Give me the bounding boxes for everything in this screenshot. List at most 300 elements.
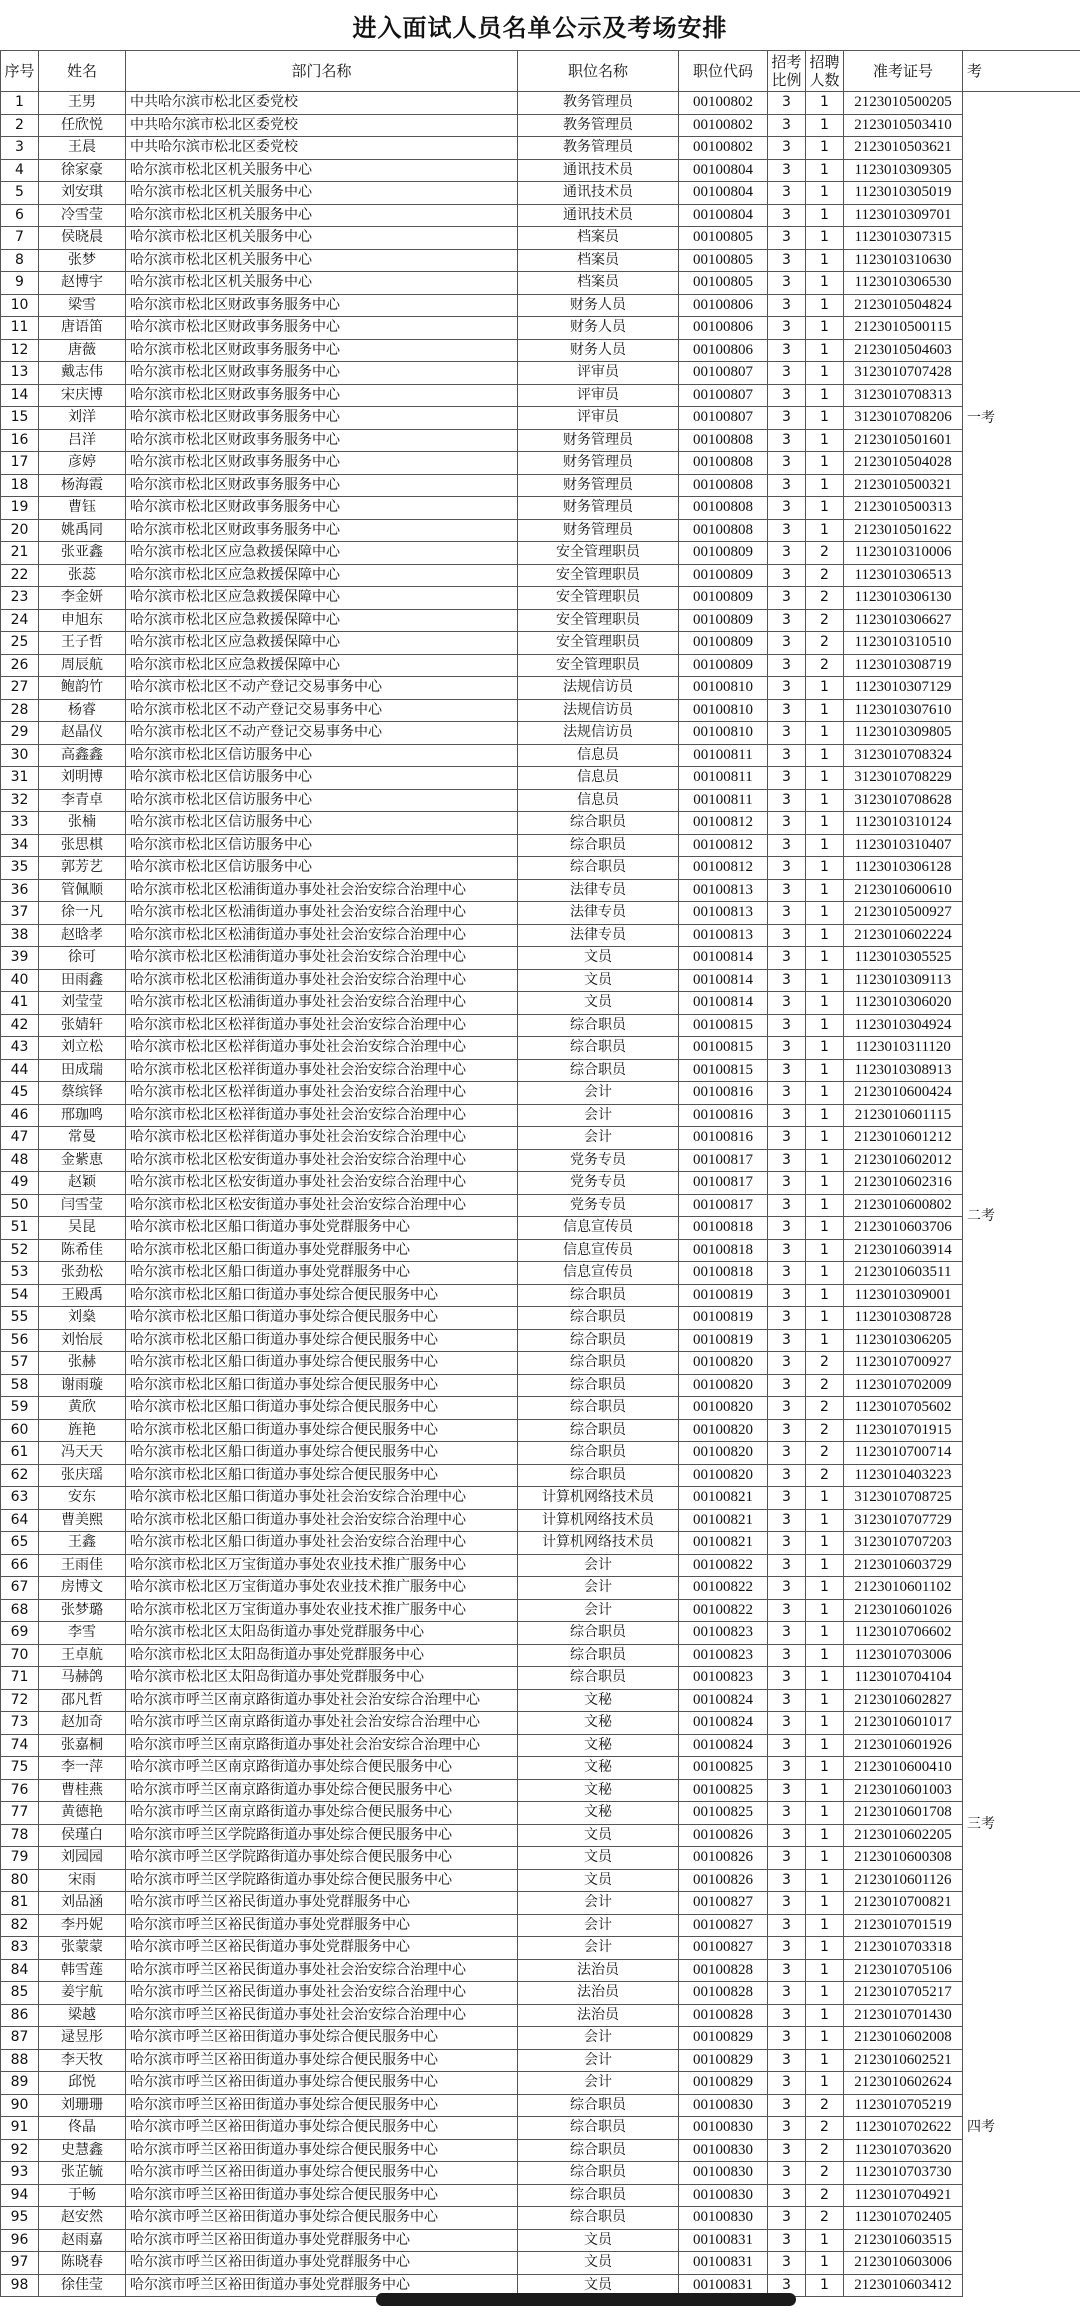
cell-ratio: 3 — [768, 1194, 806, 1217]
cell-name: 宋雨 — [39, 1869, 126, 1892]
header-name: 姓名 — [39, 51, 126, 92]
cell-name: 赵博宇 — [39, 272, 126, 295]
cell-ratio: 3 — [768, 1172, 806, 1195]
cell-venue: 三考 — [963, 1689, 1080, 1959]
cell-position: 安全管理职员 — [518, 587, 679, 610]
cell-hire: 1 — [806, 339, 844, 362]
cell-hire: 1 — [806, 812, 844, 835]
cell-position: 文员 — [518, 2252, 679, 2275]
cell-name: 张思棋 — [39, 834, 126, 857]
cell-ratio: 3 — [768, 2229, 806, 2252]
cell-position: 综合职员 — [518, 1644, 679, 1667]
cell-dept: 哈尔滨市呼兰区裕田街道办事处综合便民服务中心 — [126, 2072, 518, 2095]
cell-name: 侯晓晨 — [39, 227, 126, 250]
cell-hire: 1 — [806, 1127, 844, 1150]
cell-ratio: 3 — [768, 1262, 806, 1285]
cell-code: 00100806 — [679, 317, 768, 340]
cell-name: 刘燊 — [39, 1307, 126, 1330]
cell-code: 00100812 — [679, 834, 768, 857]
cell-dept: 哈尔滨市松北区松浦街道办事处社会治安综合治理中心 — [126, 902, 518, 925]
cell-ratio: 3 — [768, 1487, 806, 1510]
cell-dept: 哈尔滨市呼兰区裕民街道办事处党群服务中心 — [126, 1937, 518, 1960]
cell-code: 00100830 — [679, 2117, 768, 2140]
table-row — [1, 2184, 1080, 2207]
cell-name: 刘洋 — [39, 407, 126, 430]
cell-seq: 86 — [1, 2004, 39, 2027]
cell-ratio: 3 — [768, 564, 806, 587]
cell-hire: 1 — [806, 1014, 844, 1037]
cell-ticket: 1123010306205 — [844, 1329, 963, 1352]
cell-ratio: 3 — [768, 339, 806, 362]
cell-ticket: 2123010701519 — [844, 1914, 963, 1937]
cell-code: 00100809 — [679, 564, 768, 587]
cell-position: 法律专员 — [518, 902, 679, 925]
cell-name: 赵加奇 — [39, 1712, 126, 1735]
cell-name: 张梦璐 — [39, 1599, 126, 1622]
cell-hire: 1 — [806, 699, 844, 722]
cell-ticket: 2123010503410 — [844, 114, 963, 137]
cell-code: 00100827 — [679, 1892, 768, 1915]
cell-ticket: 2123010601126 — [844, 1869, 963, 1892]
table-row — [1, 2252, 1080, 2275]
cell-seq: 77 — [1, 1802, 39, 1825]
cell-ticket: 2123010703318 — [844, 1937, 963, 1960]
cell-position: 财务管理员 — [518, 497, 679, 520]
table-row — [1, 92, 1080, 115]
cell-position: 综合职员 — [518, 1329, 679, 1352]
cell-code: 00100828 — [679, 1982, 768, 2005]
cell-position: 通讯技术员 — [518, 159, 679, 182]
cell-code: 00100826 — [679, 1824, 768, 1847]
cell-dept: 哈尔滨市呼兰区裕民街道办事处社会治安综合治理中心 — [126, 1959, 518, 1982]
cell-ticket: 2123010601102 — [844, 1577, 963, 1600]
cell-ticket: 1123010306513 — [844, 564, 963, 587]
cell-seq: 11 — [1, 317, 39, 340]
table-row — [1, 1779, 1080, 1802]
cell-hire: 1 — [806, 767, 844, 790]
cell-name: 徐一凡 — [39, 902, 126, 925]
cell-name: 王鑫 — [39, 1532, 126, 1555]
table-row — [1, 227, 1080, 250]
table-row — [1, 1847, 1080, 1870]
cell-name: 金紫恵 — [39, 1149, 126, 1172]
cell-ticket: 1123010703006 — [844, 1644, 963, 1667]
cell-seq: 32 — [1, 789, 39, 812]
cell-position: 法律专员 — [518, 879, 679, 902]
cell-code: 00100802 — [679, 92, 768, 115]
cell-hire: 1 — [806, 1262, 844, 1285]
cell-hire: 2 — [806, 2207, 844, 2230]
cell-ticket: 3123010708313 — [844, 384, 963, 407]
cell-position: 综合职员 — [518, 1667, 679, 1690]
cell-dept: 哈尔滨市松北区财政事务服务中心 — [126, 519, 518, 542]
cell-ratio: 3 — [768, 227, 806, 250]
cell-name: 刘莹莹 — [39, 992, 126, 1015]
cell-dept: 哈尔滨市呼兰区南京路街道办事处社会治安综合治理中心 — [126, 1734, 518, 1757]
cell-code: 00100825 — [679, 1802, 768, 1825]
cell-code: 00100820 — [679, 1374, 768, 1397]
table-row — [1, 1059, 1080, 1082]
cell-ticket: 1123010702622 — [844, 2117, 963, 2140]
cell-code: 00100813 — [679, 924, 768, 947]
cell-code: 00100821 — [679, 1509, 768, 1532]
cell-seq: 5 — [1, 182, 39, 205]
table-row — [1, 1037, 1080, 1060]
cell-code: 00100831 — [679, 2229, 768, 2252]
cell-dept: 哈尔滨市松北区松祥街道办事处社会治安综合治理中心 — [126, 1104, 518, 1127]
cell-name: 赵晶仪 — [39, 722, 126, 745]
cell-seq: 49 — [1, 1172, 39, 1195]
cell-dept: 哈尔滨市呼兰区裕田街道办事处党群服务中心 — [126, 2274, 518, 2297]
cell-hire: 2 — [806, 654, 844, 677]
cell-position: 安全管理职员 — [518, 609, 679, 632]
cell-name: 姚禹同 — [39, 519, 126, 542]
cell-hire: 1 — [806, 1329, 844, 1352]
cell-code: 00100816 — [679, 1082, 768, 1105]
cell-ticket: 1123010308719 — [844, 654, 963, 677]
table-row — [1, 2072, 1080, 2095]
cell-ratio: 3 — [768, 317, 806, 340]
cell-code: 00100821 — [679, 1532, 768, 1555]
cell-code: 00100820 — [679, 1397, 768, 1420]
cell-ticket: 2123010705106 — [844, 1959, 963, 1982]
cell-ratio: 3 — [768, 2094, 806, 2117]
cell-seq: 64 — [1, 1509, 39, 1532]
candidate-table — [0, 50, 1080, 2297]
cell-code: 00100816 — [679, 1104, 768, 1127]
cell-code: 00100817 — [679, 1149, 768, 1172]
cell-hire: 1 — [806, 1959, 844, 1982]
cell-seq: 93 — [1, 2162, 39, 2185]
cell-position: 评审员 — [518, 407, 679, 430]
cell-code: 00100804 — [679, 182, 768, 205]
cell-position: 评审员 — [518, 362, 679, 385]
cell-hire: 1 — [806, 1104, 844, 1127]
cell-ratio: 3 — [768, 992, 806, 1015]
cell-position: 会计 — [518, 1599, 679, 1622]
cell-seq: 72 — [1, 1689, 39, 1712]
cell-ticket: 1123010308728 — [844, 1307, 963, 1330]
cell-position: 通讯技术员 — [518, 204, 679, 227]
cell-seq: 56 — [1, 1329, 39, 1352]
cell-position: 法治员 — [518, 1982, 679, 2005]
cell-position: 法规信访员 — [518, 722, 679, 745]
table-row — [1, 834, 1080, 857]
cell-seq: 91 — [1, 2117, 39, 2140]
table-row — [1, 1869, 1080, 1892]
cell-dept: 哈尔滨市松北区船口街道办事处党群服务中心 — [126, 1262, 518, 1285]
table-row — [1, 1442, 1080, 1465]
cell-code: 00100808 — [679, 429, 768, 452]
cell-ticket: 1123010309305 — [844, 159, 963, 182]
cell-ticket: 2123010602224 — [844, 924, 963, 947]
cell-seq: 89 — [1, 2072, 39, 2095]
table-row — [1, 2117, 1080, 2140]
cell-name: 房博文 — [39, 1577, 126, 1600]
cell-ratio: 3 — [768, 2027, 806, 2050]
cell-dept: 哈尔滨市松北区松安街道办事处社会治安综合治理中心 — [126, 1149, 518, 1172]
cell-code: 00100818 — [679, 1217, 768, 1240]
cell-ratio: 3 — [768, 384, 806, 407]
table-row — [1, 249, 1080, 272]
cell-name: 马赫鸽 — [39, 1667, 126, 1690]
cell-code: 00100828 — [679, 1959, 768, 1982]
table-row — [1, 294, 1080, 317]
cell-position: 财务人员 — [518, 339, 679, 362]
cell-position: 计算机网络技术员 — [518, 1487, 679, 1510]
cell-name: 彦婷 — [39, 452, 126, 475]
cell-dept: 哈尔滨市呼兰区学院路街道办事处综合便民服务中心 — [126, 1824, 518, 1847]
cell-name: 杨海霞 — [39, 474, 126, 497]
cell-dept: 哈尔滨市松北区松祥街道办事处社会治安综合治理中心 — [126, 1014, 518, 1037]
table-row — [1, 1307, 1080, 1330]
cell-hire: 2 — [806, 1374, 844, 1397]
cell-position: 信息员 — [518, 744, 679, 767]
cell-position: 档案员 — [518, 249, 679, 272]
cell-code: 00100812 — [679, 812, 768, 835]
cell-code: 00100819 — [679, 1329, 768, 1352]
cell-ticket: 2123010500313 — [844, 497, 963, 520]
cell-code: 00100805 — [679, 249, 768, 272]
table-row — [1, 969, 1080, 992]
cell-dept: 哈尔滨市松北区万宝街道办事处农业技术推广服务中心 — [126, 1577, 518, 1600]
cell-seq: 7 — [1, 227, 39, 250]
cell-ticket: 1123010310407 — [844, 834, 963, 857]
cell-position: 法律专员 — [518, 924, 679, 947]
cell-hire: 1 — [806, 992, 844, 1015]
cell-dept: 哈尔滨市松北区太阳岛街道办事处党群服务中心 — [126, 1644, 518, 1667]
table-row — [1, 1082, 1080, 1105]
cell-name: 冷雪莹 — [39, 204, 126, 227]
table-row — [1, 1419, 1080, 1442]
cell-hire: 1 — [806, 947, 844, 970]
cell-ratio: 3 — [768, 1307, 806, 1330]
cell-ratio: 3 — [768, 2139, 806, 2162]
cell-ratio: 3 — [768, 1532, 806, 1555]
cell-code: 00100805 — [679, 227, 768, 250]
cell-position: 财务管理员 — [518, 474, 679, 497]
cell-ratio: 3 — [768, 1014, 806, 1037]
cell-name: 张蕊 — [39, 564, 126, 587]
cell-dept: 哈尔滨市呼兰区裕民街道办事处党群服务中心 — [126, 1892, 518, 1915]
cell-seq: 4 — [1, 159, 39, 182]
cell-dept: 哈尔滨市松北区机关服务中心 — [126, 159, 518, 182]
table-row — [1, 474, 1080, 497]
table-row — [1, 452, 1080, 475]
cell-code: 00100815 — [679, 1059, 768, 1082]
cell-name: 管佩顺 — [39, 879, 126, 902]
cell-name: 刘立松 — [39, 1037, 126, 1060]
cell-dept: 哈尔滨市松北区船口街道办事处综合便民服务中心 — [126, 1329, 518, 1352]
cell-ratio: 3 — [768, 1982, 806, 2005]
table-row — [1, 2027, 1080, 2050]
cell-code: 00100807 — [679, 362, 768, 385]
cell-name: 赵颖 — [39, 1172, 126, 1195]
cell-name: 张赫 — [39, 1352, 126, 1375]
cell-seq: 17 — [1, 452, 39, 475]
cell-dept: 哈尔滨市松北区松浦街道办事处社会治安综合治理中心 — [126, 879, 518, 902]
cell-dept: 哈尔滨市松北区不动产登记交易事务中心 — [126, 699, 518, 722]
cell-position: 财务人员 — [518, 294, 679, 317]
cell-code: 00100820 — [679, 1442, 768, 1465]
cell-hire: 1 — [806, 789, 844, 812]
cell-hire: 1 — [806, 1599, 844, 1622]
cell-code: 00100829 — [679, 2027, 768, 2050]
cell-hire: 1 — [806, 1622, 844, 1645]
cell-name: 陈希佳 — [39, 1239, 126, 1262]
cell-dept: 哈尔滨市松北区机关服务中心 — [126, 182, 518, 205]
cell-code: 00100807 — [679, 407, 768, 430]
cell-ratio: 3 — [768, 2072, 806, 2095]
cell-ticket: 1123010310510 — [844, 632, 963, 655]
table-row — [1, 1712, 1080, 1735]
cell-position: 财务人员 — [518, 317, 679, 340]
cell-ratio: 3 — [768, 294, 806, 317]
cell-dept: 哈尔滨市松北区松浦街道办事处社会治安综合治理中心 — [126, 992, 518, 1015]
cell-name: 徐可 — [39, 947, 126, 970]
cell-ratio: 3 — [768, 1149, 806, 1172]
cell-ticket: 1123010309701 — [844, 204, 963, 227]
header-code: 职位代码 — [679, 51, 768, 92]
cell-code: 00100808 — [679, 452, 768, 475]
cell-name: 王子哲 — [39, 632, 126, 655]
cell-hire: 2 — [806, 632, 844, 655]
table-row — [1, 137, 1080, 160]
cell-dept: 中共哈尔滨市松北区委党校 — [126, 137, 518, 160]
cell-ticket: 2123010701430 — [844, 2004, 963, 2027]
cell-code: 00100822 — [679, 1577, 768, 1600]
cell-seq: 31 — [1, 767, 39, 790]
cell-ticket: 2123010601212 — [844, 1127, 963, 1150]
cell-hire: 1 — [806, 497, 844, 520]
cell-code: 00100806 — [679, 339, 768, 362]
cell-ratio: 3 — [768, 1397, 806, 1420]
cell-ratio: 3 — [768, 159, 806, 182]
cell-ticket: 1123010700714 — [844, 1442, 963, 1465]
table-row — [1, 857, 1080, 880]
cell-position: 会计 — [518, 2027, 679, 2050]
cell-dept: 哈尔滨市松北区松安街道办事处社会治安综合治理中心 — [126, 1172, 518, 1195]
cell-code: 00100813 — [679, 879, 768, 902]
cell-position: 信息宣传员 — [518, 1262, 679, 1285]
cell-hire: 1 — [806, 969, 844, 992]
cell-code: 00100802 — [679, 137, 768, 160]
cell-seq: 35 — [1, 857, 39, 880]
cell-hire: 1 — [806, 2274, 844, 2297]
cell-hire: 1 — [806, 1217, 844, 1240]
cell-name: 李一萍 — [39, 1757, 126, 1780]
cell-dept: 哈尔滨市松北区应急救援保障中心 — [126, 632, 518, 655]
cell-dept: 哈尔滨市松北区财政事务服务中心 — [126, 452, 518, 475]
cell-hire: 1 — [806, 1824, 844, 1847]
cell-dept: 哈尔滨市呼兰区裕田街道办事处综合便民服务中心 — [126, 2049, 518, 2072]
cell-ratio: 3 — [768, 249, 806, 272]
cell-ticket: 2123010600610 — [844, 879, 963, 902]
cell-name: 李天牧 — [39, 2049, 126, 2072]
table-row — [1, 1667, 1080, 1690]
cell-ratio: 3 — [768, 1509, 806, 1532]
table-row — [1, 812, 1080, 835]
cell-seq: 63 — [1, 1487, 39, 1510]
table-row — [1, 362, 1080, 385]
cell-ticket: 2123010603006 — [844, 2252, 963, 2275]
cell-name: 安东 — [39, 1487, 126, 1510]
cell-hire: 1 — [806, 1194, 844, 1217]
cell-name: 任欣悦 — [39, 114, 126, 137]
table-row — [1, 429, 1080, 452]
cell-seq: 58 — [1, 1374, 39, 1397]
cell-hire: 1 — [806, 1284, 844, 1307]
cell-position: 法治员 — [518, 1959, 679, 1982]
cell-code: 00100820 — [679, 1352, 768, 1375]
cell-ticket: 1123010307315 — [844, 227, 963, 250]
cell-code: 00100827 — [679, 1937, 768, 1960]
cell-dept: 哈尔滨市松北区船口街道办事处综合便民服务中心 — [126, 1284, 518, 1307]
cell-name: 申旭东 — [39, 609, 126, 632]
table-row — [1, 722, 1080, 745]
table-row — [1, 654, 1080, 677]
cell-code: 00100818 — [679, 1262, 768, 1285]
cell-name: 周辰航 — [39, 654, 126, 677]
cell-dept: 哈尔滨市松北区财政事务服务中心 — [126, 294, 518, 317]
table-row — [1, 1104, 1080, 1127]
cell-ratio: 3 — [768, 1352, 806, 1375]
home-indicator-bar[interactable] — [376, 2293, 796, 2306]
cell-ratio: 3 — [768, 429, 806, 452]
table-row — [1, 1644, 1080, 1667]
cell-position: 评审员 — [518, 384, 679, 407]
cell-ticket: 2123010603706 — [844, 1217, 963, 1240]
table-row — [1, 384, 1080, 407]
cell-ratio: 3 — [768, 677, 806, 700]
cell-ratio: 3 — [768, 407, 806, 430]
cell-name: 张芷毓 — [39, 2162, 126, 2185]
cell-hire: 1 — [806, 1037, 844, 1060]
cell-name: 王殿禹 — [39, 1284, 126, 1307]
cell-seq: 61 — [1, 1442, 39, 1465]
cell-ticket: 2123010705217 — [844, 1982, 963, 2005]
cell-name: 张蒙蒙 — [39, 1937, 126, 1960]
header-seq: 序号 — [1, 51, 39, 92]
cell-name: 梁越 — [39, 2004, 126, 2027]
cell-name: 于畅 — [39, 2184, 126, 2207]
cell-seq: 42 — [1, 1014, 39, 1037]
cell-dept: 哈尔滨市松北区应急救援保障中心 — [126, 654, 518, 677]
cell-seq: 90 — [1, 2094, 39, 2117]
cell-seq: 84 — [1, 1959, 39, 1982]
cell-ticket: 1123010306128 — [844, 857, 963, 880]
cell-seq: 6 — [1, 204, 39, 227]
cell-hire: 1 — [806, 1734, 844, 1757]
cell-position: 会计 — [518, 1127, 679, 1150]
table-row — [1, 2139, 1080, 2162]
cell-hire: 2 — [806, 2094, 844, 2117]
cell-position: 计算机网络技术员 — [518, 1532, 679, 1555]
cell-dept: 哈尔滨市松北区船口街道办事处综合便民服务中心 — [126, 1419, 518, 1442]
cell-name: 姜宇航 — [39, 1982, 126, 2005]
table-row — [1, 2207, 1080, 2230]
cell-dept: 哈尔滨市松北区信访服务中心 — [126, 789, 518, 812]
cell-position: 文秘 — [518, 1757, 679, 1780]
table-row — [1, 1689, 1080, 1712]
cell-position: 会计 — [518, 2072, 679, 2095]
cell-code: 00100822 — [679, 1599, 768, 1622]
table-row — [1, 159, 1080, 182]
cell-code: 00100813 — [679, 902, 768, 925]
table-row — [1, 1149, 1080, 1172]
cell-position: 法治员 — [518, 2004, 679, 2027]
cell-hire: 1 — [806, 1554, 844, 1577]
